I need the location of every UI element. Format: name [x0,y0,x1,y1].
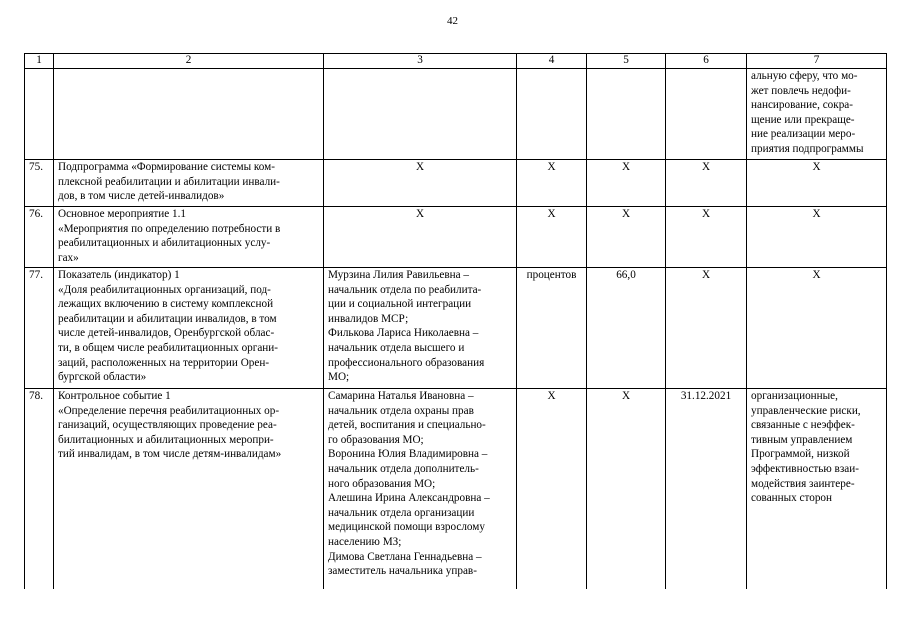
text-line: дов, в том числе детей-инвалидов» [58,190,225,203]
text-line: реабилитационных и абилитационных услу- [58,237,271,250]
text-line: ганизаций, осуществляющих проведение реа- [58,419,277,432]
table-row [25,69,887,160]
table-row [25,389,887,589]
text-line: билитационных и абилитационных меропри- [58,433,274,446]
text-line: детей, воспитания и специально- [328,419,486,432]
text-line: альную сферу, что мо- [751,70,858,82]
risk-cell [747,389,887,589]
text-line: X [415,161,425,173]
text-line: связанные с неэффек- [751,419,855,432]
header-cell: 3 [324,54,517,69]
text-line: Контрольное событие 1 [58,390,171,402]
text-line: X [415,208,425,220]
measure-name [54,207,324,268]
text-line: го образования МО; [328,433,424,446]
text-line: бургской области» [58,371,147,384]
date-cell: X [666,160,747,207]
text-line: Воронина Юлия Владимировна – [328,448,488,461]
text-line: модействия заинтере- [751,477,855,490]
text-line: населению МЗ; [328,535,402,548]
row-number: 77. [25,268,54,389]
risk-cell [747,160,887,207]
header-cell: 6 [666,54,747,69]
measure-name [54,268,324,389]
risk-cell [747,69,887,160]
text-line: эффективностью взаи- [751,462,859,475]
table-header-row [25,54,887,69]
table-row [25,268,887,389]
header-cell: 5 [587,54,666,69]
text-line: X [812,269,821,281]
unit-cell [517,69,587,160]
text-line: Филькова Лариса Николаевна – [328,327,479,340]
measure-name [54,69,324,160]
responsible [324,160,517,207]
responsible [324,389,517,589]
text-line: нансирование, сокра- [751,99,853,112]
row-number: 76. [25,207,54,268]
date-cell: 31.12.2021 [666,389,747,589]
value-cell: 66,0 [587,268,666,389]
text-line: ти, в общем числе реабилитационных органи- [58,341,279,354]
text-line: Подпрограмма «Формирование системы ком- [58,161,275,173]
text-line: МО; [328,371,350,384]
text-line: Мурзина Лилия Равильевна – [328,269,469,281]
responsible [324,268,517,389]
text-line: лежащих включению в систему комплексной [58,298,274,311]
date-cell: X [666,268,747,389]
text-line: начальник отдела организации [328,506,475,519]
text-line: «Доля реабилитационных организаций, под- [58,283,271,296]
text-line: ции и социальной интеграции [328,298,472,311]
text-line: медицинской помощи взрослому [328,521,485,534]
text-line: Показатель (индикатор) 1 [58,269,180,281]
row-number [25,69,54,160]
responsible [324,69,517,160]
text-line: Алешина Ирина Александровна – [328,492,490,505]
measure-name [54,160,324,207]
text-line: ние реализации меро- [751,128,856,141]
header-cell: 4 [517,54,587,69]
text-line: тий инвалидам, в том числе детям-инвалидам» [58,448,282,461]
row-number: 78. [25,389,54,589]
text-line: начальник отдела высшего и [328,341,465,354]
text-line: заций, расположенных на территории Орен- [58,356,270,369]
date-cell [666,69,747,160]
risk-cell [747,207,887,268]
responsible [324,207,517,268]
header-cell: 1 [25,54,54,69]
table-row [25,160,887,207]
text-line: инвалидов МСР; [328,312,409,325]
text-line: заместитель начальника управ- [328,565,477,578]
page-number: 42 [447,15,458,27]
text-line: приятия подпрограммы [751,142,864,155]
header-cell: 7 [747,54,887,69]
text-line: профессионального образования [328,356,485,369]
date-cell: X [666,207,747,268]
text-line: «Определение перечня реабилитационных ор- [58,404,280,417]
text-line: начальник отдела по реабилита- [328,283,482,296]
unit-cell: X [517,207,587,268]
value-cell: X [587,207,666,268]
text-line: гах» [58,251,79,264]
measure-name [54,389,324,589]
text-line: числе детей-инвалидов, Оренбургской облас- [58,327,275,340]
text-line: начальник отдела охраны прав [328,404,474,417]
text-line: организационные, [751,390,838,402]
text-line: X [812,161,821,173]
text-line: тивным управлением [751,433,853,446]
text-line: X [812,208,821,220]
value-cell: X [587,389,666,589]
header-cell: 2 [54,54,324,69]
table-row [25,207,887,268]
text-line: плексной реабилитации и абилитации инвали- [58,175,280,188]
text-line: «Мероприятия по определению потребности в [58,222,281,235]
measures-table [24,53,887,589]
text-line: жет повлечь недофи- [751,84,851,97]
text-line: сованных сторон [751,492,833,505]
value-cell: X [587,160,666,207]
text-line: Самарина Наталья Ивановна – [328,390,474,402]
unit-cell: X [517,389,587,589]
text-line: начальник отдела дополнитель- [328,462,479,475]
text-line: Димова Светлана Геннадьевна – [328,550,482,563]
text-line: реабилитации и абилитации инвалидов, в том [58,312,277,325]
text-line: щение или прекраще- [751,113,855,126]
risk-cell [747,268,887,389]
text-line: Основное мероприятие 1.1 [58,208,186,220]
text-line: ного образования МО; [328,477,436,490]
unit-cell: процентов [517,268,587,389]
text-line: управленческие риски, [751,404,861,417]
text-line: Программой, низкой [751,448,850,461]
value-cell [587,69,666,160]
unit-cell: X [517,160,587,207]
row-number: 75. [25,160,54,207]
